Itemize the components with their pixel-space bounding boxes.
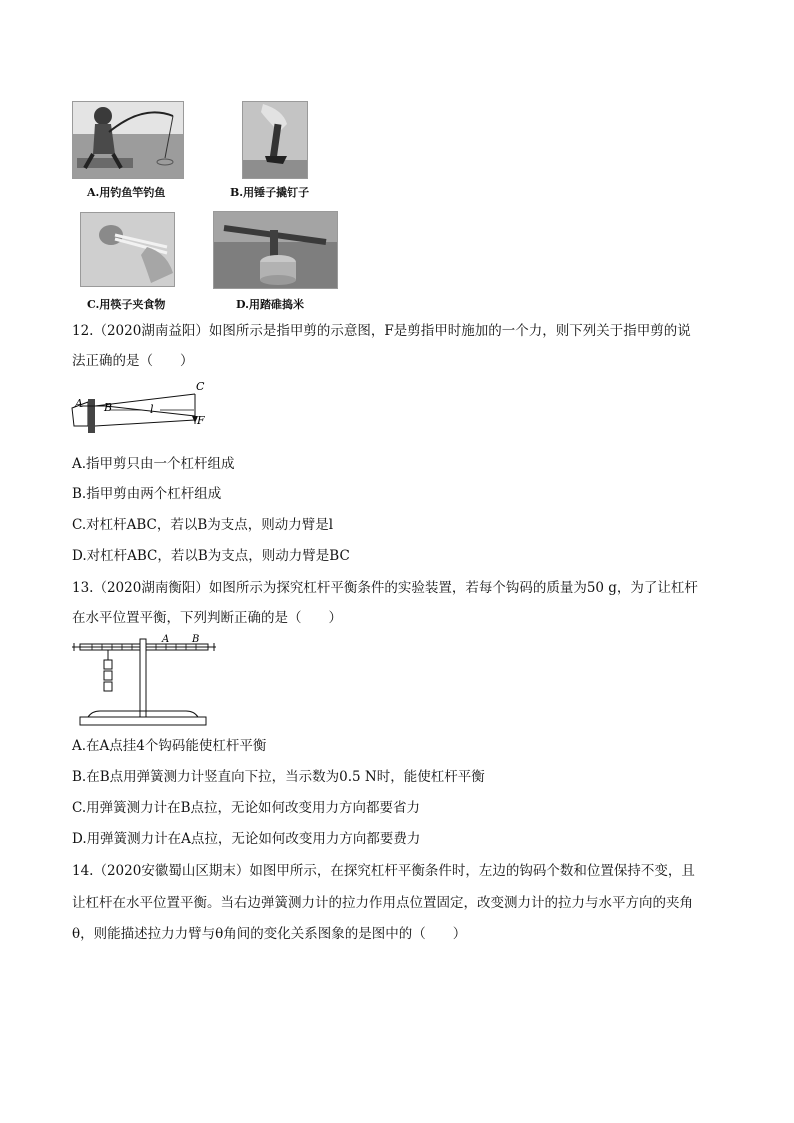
label-b: B — [104, 401, 113, 414]
mortar-photo — [213, 211, 338, 289]
q14-stem-line-2: 让杠杆在水平位置平衡。当右边弹簧测力计的拉力作用点位置固定，改变测力计的拉力与水平方向的夹角 — [72, 895, 693, 911]
q12-option-c: C.对杠杆ABC，若以B为支点，则动力臂是l — [72, 517, 334, 533]
label-l: l — [150, 403, 154, 416]
lever-apparatus-diagram — [70, 633, 220, 733]
option-c-caption: C.用筷子夹食物 — [87, 298, 166, 311]
label-f: F — [197, 414, 205, 427]
nail-clipper-diagram — [70, 380, 220, 440]
q13-option-d: D.用弹簧测力计在A点拉，无论如何改变用力方向都要费力 — [72, 831, 421, 847]
q14-stem-line-1: 14.（2020安徽蜀山区期末）如图甲所示，在探究杠杆平衡条件时，左边的钩码个数和位置保持不变，且 — [72, 863, 695, 879]
q13-stem-line-2: 在水平位置平衡，下列判断正确的是（ ） — [72, 610, 342, 626]
fishing-photo — [72, 101, 184, 179]
option-b-caption: B.用锤子撬钉子 — [230, 186, 310, 199]
label-point-b: B — [192, 634, 200, 645]
q12-stem-line-1: 12.（2020湖南益阳）如图所示是指甲剪的示意图，F是剪指甲时施加的一个力，则下列关于指甲剪的说 — [72, 323, 691, 339]
hammer-photo — [242, 101, 308, 179]
q13-option-b: B.在B点用弹簧测力计竖直向下拉，当示数为0.5 N时，能使杠杆平衡 — [72, 769, 485, 785]
q13-option-c: C.用弹簧测力计在B点拉，无论如何改变用力方向都要省力 — [72, 800, 421, 816]
label-point-a: A — [162, 634, 170, 645]
q13-stem-line-1: 13.（2020湖南衡阳）如图所示为探究杠杆平衡条件的实验装置，若每个钩码的质量为50 g，为了让杠杆 — [72, 580, 698, 596]
q13-option-a: A.在A点挂4个钩码能使杠杆平衡 — [72, 738, 267, 754]
label-c: C — [196, 380, 205, 393]
option-d-caption: D.用踏碓捣米 — [236, 298, 304, 311]
chopsticks-photo — [80, 212, 175, 287]
q12-option-d: D.对杠杆ABC，若以B为支点，则动力臂是BC — [72, 548, 350, 564]
q14-stem-line-3: θ，则能描述拉力力臂与θ角间的变化关系图象的是图中的（ ） — [72, 926, 467, 942]
q12-option-b: B.指甲剪由两个杠杆组成 — [72, 486, 222, 502]
q12-stem-line-2: 法正确的是（ ） — [72, 353, 194, 369]
label-a: A — [75, 397, 83, 410]
q12-option-a: A.指甲剪只由一个杠杆组成 — [72, 456, 235, 472]
option-a-caption: A.用钓鱼竿钓鱼 — [87, 186, 166, 199]
